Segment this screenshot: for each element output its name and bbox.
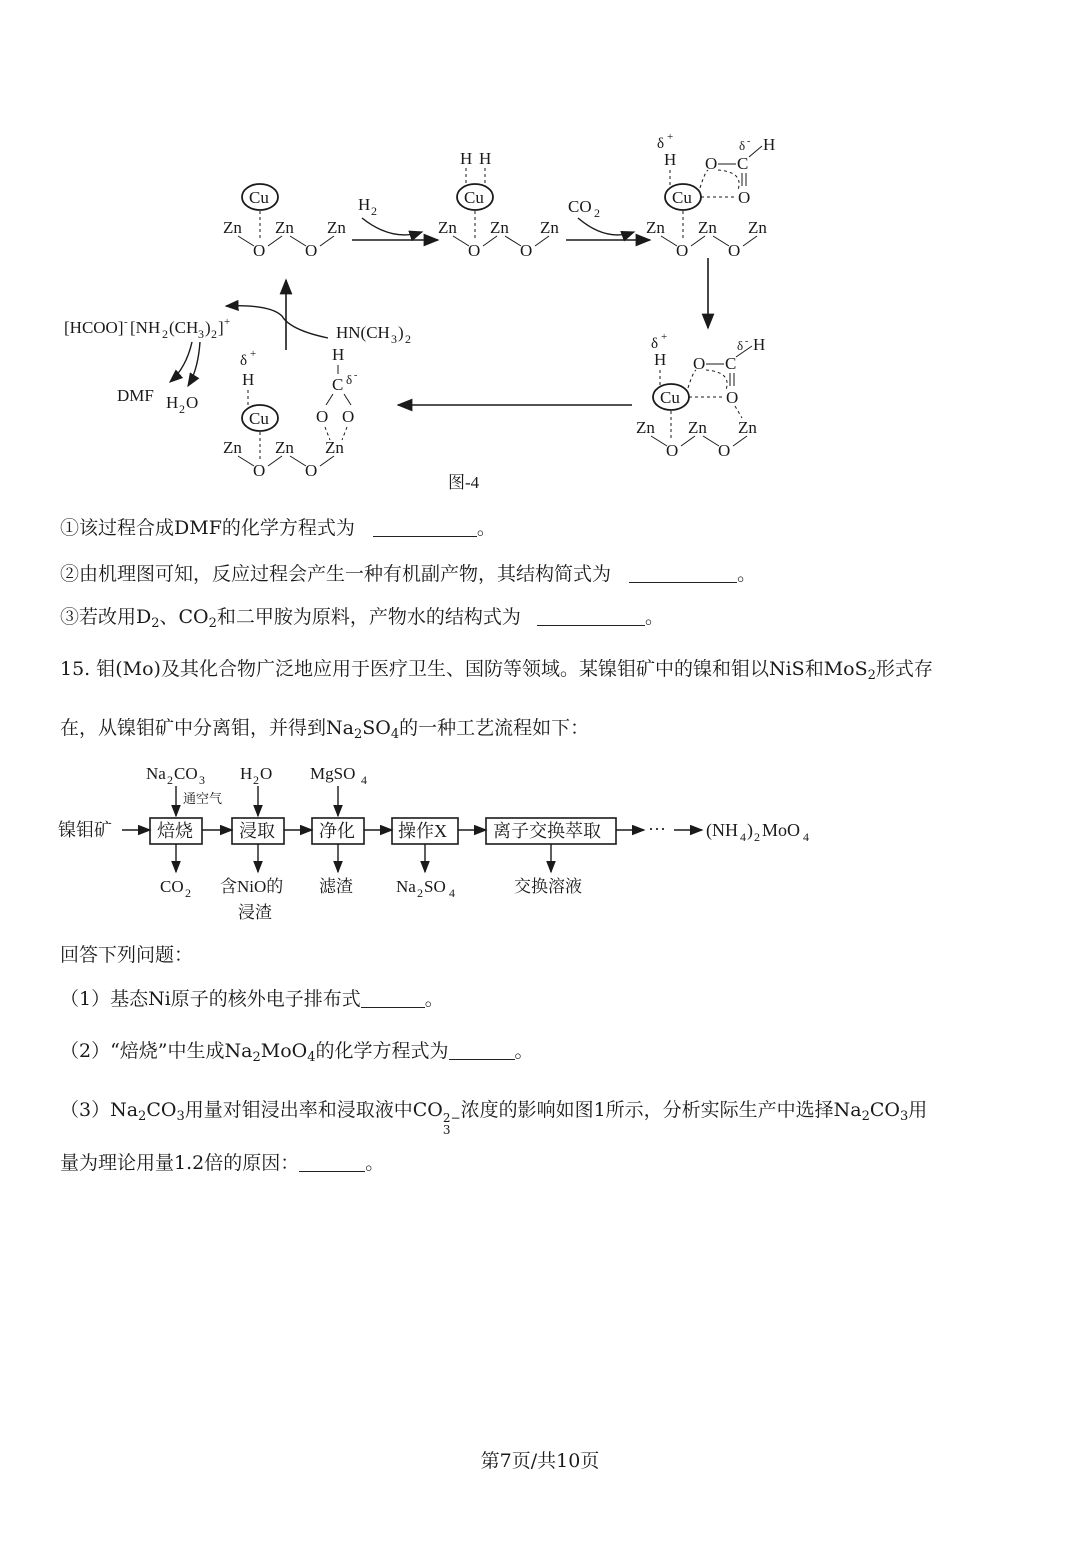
svg-text:CO: CO	[174, 764, 198, 783]
q14-item-3: ③若改用$D_2$、$CO_2$和二甲胺为原料，产物水的结构式为 。	[60, 606, 664, 631]
amine-reaction-arrow	[226, 280, 411, 350]
svg-text:[HCOO]: [HCOO]	[64, 318, 124, 337]
step-operation-x	[392, 818, 458, 844]
svg-text:-: -	[354, 370, 358, 381]
svg-text:浸取: 浸取	[239, 821, 275, 841]
svg-text:+: +	[250, 348, 257, 360]
svg-text:Zn: Zn	[636, 418, 655, 437]
svg-text:O: O	[705, 154, 718, 173]
svg-text:DMF: DMF	[117, 386, 154, 405]
svg-text:O: O	[305, 461, 318, 480]
answer-blank[interactable]	[373, 516, 477, 537]
step-purification	[312, 818, 364, 844]
svg-text:[NH: [NH	[130, 318, 161, 337]
question-2: （2）“焙烧”中生成$Na_2MoO_4$的化学方程式为 。	[60, 1040, 534, 1065]
catalyst-formate-zn-site	[223, 345, 357, 480]
svg-text:3: 3	[199, 773, 205, 787]
svg-text:Zn: Zn	[223, 218, 242, 237]
svg-text:O: O	[253, 241, 266, 260]
svg-text:Na: Na	[396, 877, 416, 896]
input-water	[240, 764, 272, 816]
formate-salt-products	[64, 316, 230, 416]
svg-text:O: O	[666, 441, 679, 460]
step-leaching	[232, 818, 284, 844]
svg-text:4: 4	[740, 830, 746, 844]
svg-text:δ: δ	[346, 372, 353, 387]
answer-blank[interactable]	[299, 1151, 365, 1172]
svg-text:δ: δ	[651, 336, 659, 352]
svg-text:Na: Na	[146, 764, 166, 783]
svg-text:Cu: Cu	[464, 188, 484, 207]
page-number: 第7页/共10页	[480, 1450, 600, 1472]
svg-text:O: O	[676, 241, 689, 260]
svg-text:MoO: MoO	[762, 820, 801, 840]
svg-text:2: 2	[179, 402, 185, 416]
svg-text:δ: δ	[240, 353, 248, 369]
svg-text:Cu: Cu	[660, 388, 680, 407]
catalyst-cu-site-2	[438, 149, 559, 260]
q14-item-1-text: ①该过程合成DMF的化学方程式为	[60, 517, 355, 539]
svg-text:2: 2	[405, 332, 411, 346]
svg-text:δ: δ	[657, 136, 665, 152]
svg-text:2: 2	[253, 773, 259, 787]
answer-blank[interactable]	[449, 1039, 515, 1060]
svg-text:Cu: Cu	[672, 188, 692, 207]
svg-text:O: O	[342, 407, 355, 426]
svg-text:O: O	[253, 461, 266, 480]
svg-text:Zn: Zn	[327, 218, 346, 237]
svg-text:O: O	[693, 354, 706, 373]
output-leach-residue: 含NiO的	[220, 877, 284, 896]
svg-text:H: H	[753, 335, 766, 354]
answer-blank[interactable]	[537, 605, 645, 626]
svg-text:-: -	[124, 316, 128, 328]
svg-text:SO: SO	[424, 877, 446, 896]
svg-text:): )	[747, 820, 753, 840]
svg-text:H: H	[460, 149, 473, 168]
svg-text:Zn: Zn	[275, 438, 294, 457]
svg-text:-: -	[745, 336, 749, 347]
question-3-line-2: 量为理论用量1.2倍的原因： 。	[60, 1152, 385, 1174]
svg-text:Cu: Cu	[249, 188, 269, 207]
svg-text:Zn: Zn	[438, 218, 457, 237]
svg-text:H: H	[166, 393, 179, 412]
svg-text:O: O	[718, 441, 731, 460]
step-roasting	[150, 818, 202, 844]
svg-text:+: +	[224, 316, 231, 328]
question-1: （1）基态Ni原子的核外电子排布式 。	[60, 988, 444, 1010]
output-filter-residue: 滤渣	[319, 877, 353, 896]
svg-text:2: 2	[417, 886, 423, 900]
answer-blank[interactable]	[361, 987, 425, 1008]
svg-text:H: H	[332, 345, 345, 364]
question-3-line-1: $(3)Na_2CO_3$用量对钼浸出率和浸取液中CO 2− 3 浓度的影响如图1所示，分析实际生产中选择$Na_2CO_3$用	[60, 1099, 928, 1137]
svg-text:2: 2	[185, 886, 191, 900]
svg-text:4: 4	[803, 830, 809, 844]
svg-text:+: +	[667, 131, 674, 143]
catalyst-cu-site-1	[223, 184, 346, 260]
q14-item-1: ①该过程合成DMF的化学方程式为 。	[60, 517, 496, 539]
svg-text:MgSO: MgSO	[310, 764, 356, 783]
svg-text:Zn: Zn	[223, 438, 242, 457]
svg-text:O: O	[738, 188, 751, 207]
svg-text:Zn: Zn	[490, 218, 509, 237]
svg-text:]: ]	[218, 318, 224, 337]
svg-text:C: C	[725, 354, 737, 373]
svg-text:O: O	[316, 407, 329, 426]
svg-text:δ: δ	[737, 338, 744, 353]
svg-text:O: O	[520, 241, 533, 260]
svg-text:O: O	[726, 388, 739, 407]
svg-text:O: O	[728, 241, 741, 260]
co2-addition-arrow	[566, 197, 650, 240]
svg-text:4: 4	[361, 773, 367, 787]
output-exchange-solution: 交换溶液	[514, 877, 582, 896]
input-na2co3-air	[146, 764, 222, 816]
svg-text:Zn: Zn	[275, 218, 294, 237]
svg-text:(CH: (CH	[169, 318, 199, 337]
q14-item-2-text: ②由机理图可知，反应过程会产生一种有机副产物，其结构简式为	[60, 563, 612, 585]
svg-text:CO: CO	[568, 197, 592, 216]
svg-text:O: O	[260, 764, 273, 783]
svg-text:O: O	[186, 393, 199, 412]
svg-text:Zn: Zn	[688, 418, 707, 437]
svg-text:H: H	[654, 350, 667, 369]
catalyst-formate-intermediate-1	[646, 131, 775, 260]
svg-text:O: O	[468, 241, 481, 260]
svg-text:CO: CO	[160, 877, 184, 896]
svg-text:净化: 净化	[319, 821, 355, 841]
output-co2	[160, 877, 191, 900]
svg-text:2: 2	[754, 830, 760, 844]
svg-text:离子交换萃取: 离子交换萃取	[493, 821, 601, 841]
product-ammonium-molybdate	[706, 820, 809, 844]
svg-text:Zn: Zn	[698, 218, 717, 237]
questions-intro: 回答下列问题：	[60, 944, 194, 966]
svg-text:H: H	[242, 370, 255, 389]
svg-text:3: 3	[198, 327, 204, 341]
svg-text:H: H	[763, 135, 776, 154]
svg-text:操作X: 操作X	[398, 821, 447, 841]
svg-text:Zn: Zn	[738, 418, 757, 437]
svg-text:HN(CH: HN(CH	[336, 323, 390, 342]
step-ion-exchange	[486, 818, 616, 844]
output-na2so4	[396, 877, 455, 900]
svg-text:-: -	[747, 136, 751, 147]
svg-text:Zn: Zn	[540, 218, 559, 237]
svg-text:): )	[205, 318, 211, 337]
svg-text:2: 2	[211, 327, 217, 341]
svg-text:(NH: (NH	[706, 820, 738, 840]
svg-text:Zn: Zn	[646, 218, 665, 237]
input-mgso4	[310, 764, 367, 816]
svg-text:C: C	[737, 154, 749, 173]
svg-text:O: O	[305, 241, 318, 260]
svg-text:2: 2	[167, 773, 173, 787]
process-flow-diagram	[0, 760, 1080, 930]
svg-text:): )	[398, 323, 404, 342]
svg-text:+: +	[661, 331, 668, 343]
q15-intro-line-2: 在，从镍钼矿中分离钼，并得到$Na_2SO_4$的一种工艺流程如下：	[60, 717, 590, 742]
answer-blank[interactable]	[629, 562, 737, 583]
svg-text:3: 3	[391, 332, 397, 346]
svg-text:C: C	[332, 375, 344, 394]
svg-text:Cu: Cu	[249, 409, 269, 428]
svg-text:2: 2	[162, 327, 168, 341]
feed-ore: 镍钼矿	[58, 820, 112, 840]
svg-text:H: H	[358, 195, 371, 214]
svg-text:2: 2	[371, 204, 377, 218]
svg-text:Zn: Zn	[325, 438, 344, 457]
h2-addition-arrow	[352, 195, 438, 240]
svg-text:δ: δ	[739, 138, 746, 153]
svg-text:···: ···	[648, 819, 666, 839]
svg-text:2: 2	[594, 206, 600, 220]
figure-caption: 图-4	[448, 473, 480, 492]
svg-text:H: H	[664, 150, 677, 169]
mechanism-figure-4	[0, 120, 1080, 500]
svg-text:通空气: 通空气	[183, 791, 223, 806]
catalyst-formate-intermediate-2	[636, 331, 765, 460]
svg-text:H: H	[240, 764, 253, 783]
q15-intro-line-1: 15. 钼(Mo)及其化合物广泛地应用于医疗卫生、国防等领域。某镍钼矿中的镍和钼以NiS和MoS$_2$形式存	[60, 658, 933, 683]
output-leach-residue-2: 浸渣	[238, 903, 272, 922]
svg-text:焙烧: 焙烧	[157, 821, 193, 841]
svg-text:H: H	[479, 149, 492, 168]
q14-item-2: ②由机理图可知，反应过程会产生一种有机副产物，其结构简式为 。	[60, 563, 757, 585]
svg-text:Zn: Zn	[748, 218, 767, 237]
svg-text:4: 4	[449, 886, 455, 900]
